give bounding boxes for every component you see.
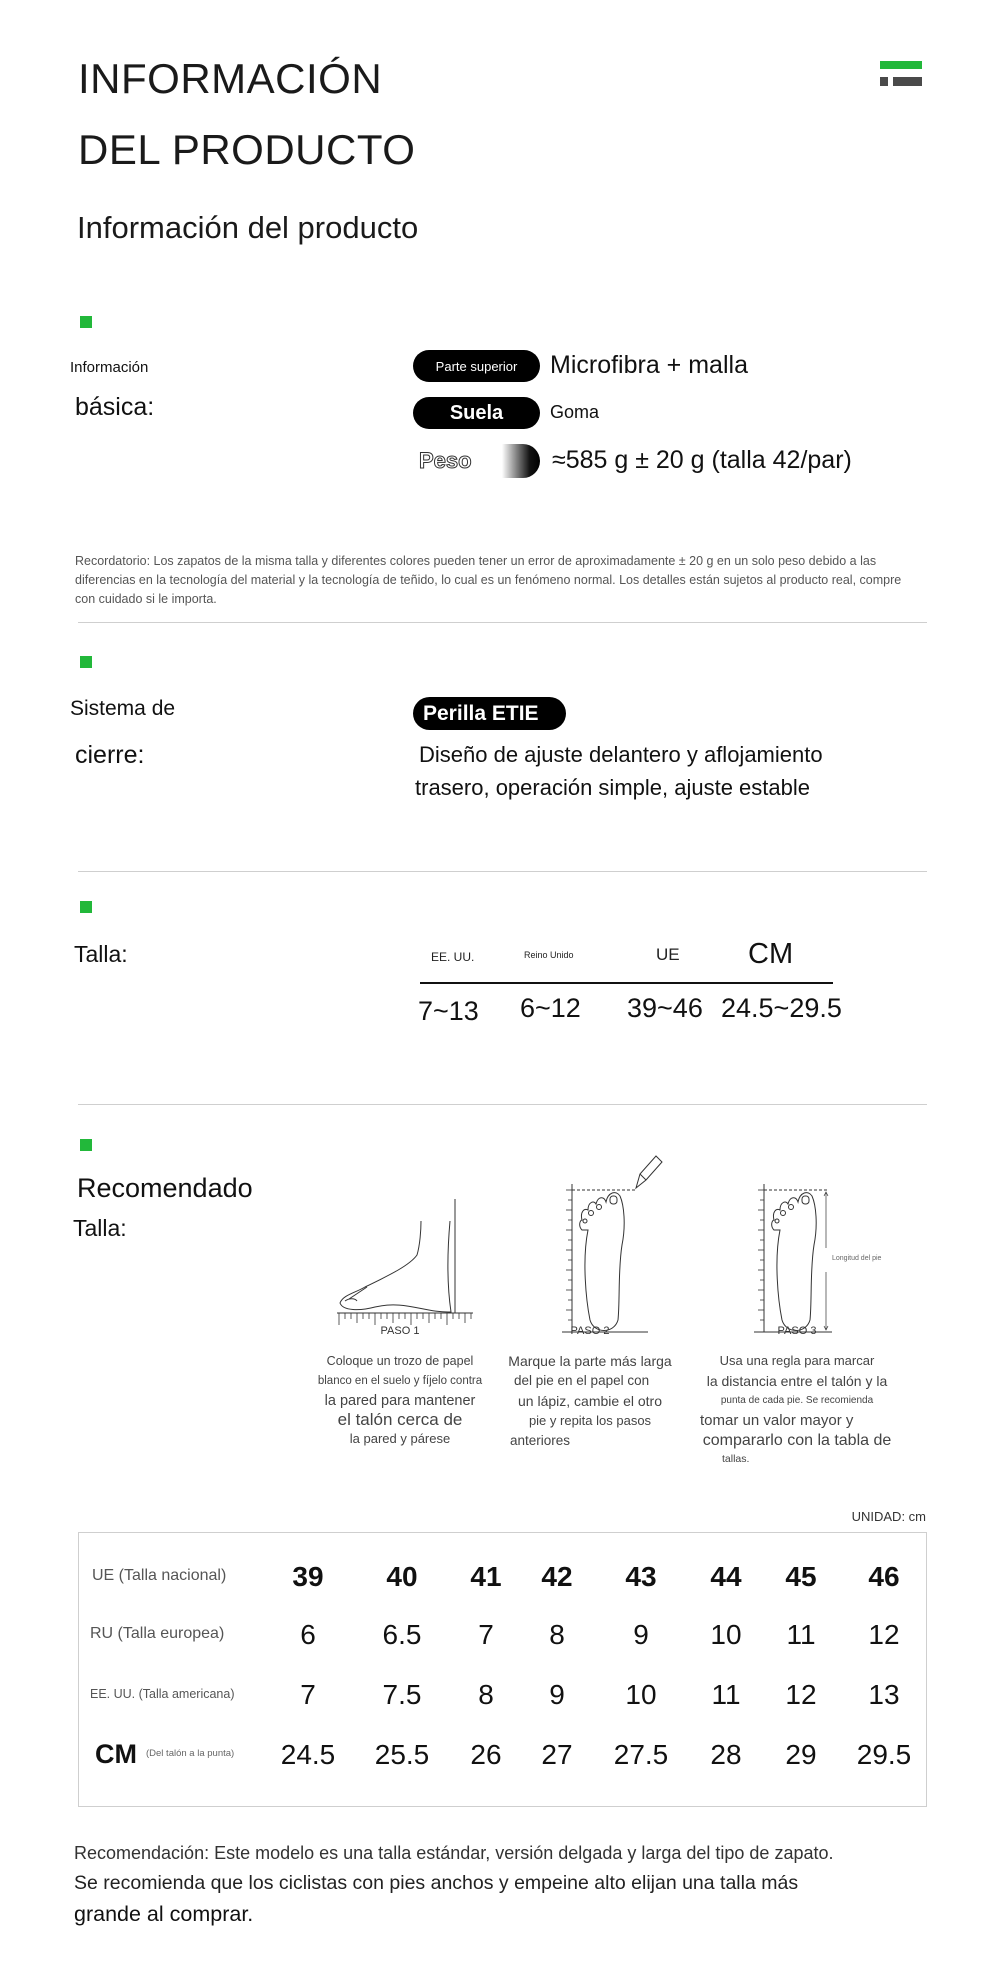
table-cell: 24.5 bbox=[280, 1739, 336, 1770]
closure-desc-line2: trasero, operación simple, ajuste estable bbox=[415, 775, 810, 800]
table-cell: 44 bbox=[710, 1561, 742, 1592]
section-divider bbox=[78, 1104, 927, 1105]
weight-reminder-note: Recordatorio: Los zapatos de la misma talla y diferentes colores pueden tener un error de aproximadamente ± 20 g en un solo peso debido a las diferencias en la tecnología del material y la tecnología de teñido, lo cual es un fenómeno normal. Los detalles están sujetos al producto real, compre con cuidado si le importa. bbox=[75, 554, 902, 606]
step-1-title: PASO 1 bbox=[380, 1325, 420, 1337]
step-3-title: PASO 3 bbox=[777, 1325, 817, 1337]
step-1-line: Coloque un trozo de papel bbox=[326, 1354, 474, 1368]
size-chart-table bbox=[78, 1532, 927, 1807]
foot-length-label: Longitud del pie bbox=[832, 1255, 882, 1262]
size-header-rule bbox=[420, 982, 833, 984]
step-1 bbox=[300, 1325, 500, 1449]
recommendation-line2: Se recomienda que los ciclistas con pies anchos y empeine alto elijan una talla más bbox=[74, 1872, 799, 1894]
foot-side-view-icon bbox=[335, 1195, 475, 1335]
step-1-line: la pared para mantener bbox=[324, 1393, 476, 1409]
table-cell: 10 bbox=[710, 1619, 742, 1650]
size-label: Talla: bbox=[74, 941, 128, 967]
table-cell: 28 bbox=[710, 1739, 742, 1770]
step-3-text bbox=[692, 1351, 902, 1467]
upper-material-value: Microfibra + malla bbox=[550, 351, 748, 379]
foot-top-view-pencil-icon bbox=[560, 1150, 670, 1340]
pill-sole-label: Suela bbox=[449, 401, 504, 424]
table-cell: 8 bbox=[478, 1679, 494, 1710]
pill-closure-label: Perilla ETIE bbox=[423, 701, 539, 725]
pill-upper-label: Parte superior bbox=[435, 358, 518, 374]
table-row bbox=[79, 1611, 926, 1657]
step-3-line: compararlo con la tabla de bbox=[702, 1432, 892, 1449]
step-1-text bbox=[300, 1351, 500, 1449]
section-marker-icon bbox=[80, 656, 92, 668]
table-cell: 7 bbox=[300, 1679, 316, 1710]
step-2-line: Marque la parte más larga bbox=[508, 1353, 672, 1369]
table-row bbox=[79, 1671, 926, 1717]
pill-weight bbox=[413, 444, 540, 478]
step-3-line: tomar un valor mayor y bbox=[700, 1412, 854, 1429]
row-label-us: EE. UU. (Talla americana) bbox=[90, 1687, 235, 1701]
step-2-line: anteriores bbox=[510, 1433, 571, 1448]
row-sublabel-cm: (Del talón a la punta) bbox=[146, 1748, 235, 1759]
recommended-label-line1: Recomendado bbox=[77, 1173, 253, 1203]
size-value-eu: 39~46 bbox=[627, 993, 703, 1023]
step-3-line: la distancia entre el talón y la bbox=[706, 1373, 888, 1389]
section-marker-icon bbox=[80, 316, 92, 328]
section-marker-icon bbox=[80, 1139, 92, 1151]
table-cell: 7.5 bbox=[382, 1679, 422, 1710]
size-header-uk: Reino Unido bbox=[524, 950, 574, 960]
pill-closure bbox=[413, 697, 566, 730]
page-subtitle: Información del producto bbox=[77, 210, 419, 245]
size-header-cm: CM bbox=[748, 938, 794, 970]
foot-length-measure-icon bbox=[752, 1150, 892, 1340]
table-cell: 27 bbox=[541, 1739, 573, 1770]
brand-stripes-icon bbox=[880, 60, 922, 88]
table-cell: 39 bbox=[292, 1561, 324, 1592]
table-cell: 29 bbox=[785, 1739, 817, 1770]
recommended-label-line2: Talla: bbox=[73, 1215, 127, 1241]
closure-label-line2: cierre: bbox=[75, 741, 145, 769]
table-cell: 43 bbox=[625, 1561, 657, 1592]
table-cell: 6.5 bbox=[382, 1619, 422, 1650]
step-2-text bbox=[500, 1351, 680, 1451]
step-2-line: pie y repita los pasos bbox=[528, 1413, 652, 1428]
table-cell: 45 bbox=[785, 1561, 817, 1592]
basic-info-label-line2: básica: bbox=[75, 393, 155, 421]
table-cell: 11 bbox=[711, 1679, 741, 1710]
table-cell: 12 bbox=[868, 1619, 900, 1650]
step-2 bbox=[500, 1325, 680, 1451]
sole-material-value: Goma bbox=[550, 402, 600, 422]
step-3 bbox=[692, 1325, 902, 1467]
pill-sole bbox=[413, 397, 540, 429]
basic-info-label-line1: Información bbox=[70, 359, 149, 376]
row-label-eu: UE (Talla nacional) bbox=[92, 1567, 227, 1584]
size-header-eu: UE bbox=[656, 945, 680, 964]
table-cell: 29.5 bbox=[856, 1739, 912, 1770]
table-cell: 26 bbox=[470, 1739, 502, 1770]
step-3-line: Usa una regla para marcar bbox=[719, 1353, 875, 1368]
row-label-cm: CM bbox=[95, 1739, 137, 1769]
size-value-us: 7~13 bbox=[418, 996, 479, 1026]
step-2-line: del pie en el papel con bbox=[514, 1373, 650, 1388]
table-cell: 8 bbox=[549, 1619, 565, 1650]
unit-label: UNIDAD: cm bbox=[851, 1509, 926, 1524]
closure-desc-line1: Diseño de ajuste delantero y aflojamiento bbox=[419, 742, 823, 767]
table-row bbox=[79, 1553, 926, 1599]
table-row bbox=[79, 1731, 926, 1777]
step-2-line: un lápiz, cambie el otro bbox=[518, 1393, 662, 1409]
weight-value: ≈585 g ± 20 g (talla 42/par) bbox=[552, 446, 852, 474]
pill-upper bbox=[413, 350, 540, 382]
section-divider bbox=[78, 871, 927, 872]
section-marker-icon bbox=[80, 901, 92, 913]
step-3-line: tallas. bbox=[722, 1453, 750, 1465]
size-value-uk: 6~12 bbox=[520, 993, 581, 1023]
step-3-line: punta de cada pie. Se recomienda bbox=[720, 1395, 874, 1406]
page-title-line2: DEL PRODUCTO bbox=[78, 126, 416, 173]
recommendation-line3: grande al comprar. bbox=[74, 1902, 254, 1926]
table-cell: 7 bbox=[478, 1619, 494, 1650]
table-cell: 9 bbox=[549, 1679, 565, 1710]
table-cell: 42 bbox=[541, 1561, 573, 1592]
table-cell: 41 bbox=[470, 1561, 502, 1592]
step-1-line: la pared y párese bbox=[349, 1431, 451, 1446]
size-header-us: EE. UU. bbox=[431, 950, 475, 964]
section-divider bbox=[78, 622, 927, 623]
table-cell: 25.5 bbox=[374, 1739, 430, 1770]
table-cell: 46 bbox=[868, 1561, 900, 1592]
step-1-line: el talón cerca de bbox=[337, 1410, 463, 1429]
page-title-line1: INFORMACIÓN bbox=[78, 55, 383, 102]
recommendation-line1: Recomendación: Este modelo es una talla estándar, versión delgada y larga del tipo de zapato. bbox=[74, 1843, 834, 1863]
step-2-title: PASO 2 bbox=[570, 1325, 610, 1337]
table-cell: 10 bbox=[625, 1679, 657, 1710]
pill-weight-label: Peso bbox=[419, 448, 472, 473]
table-cell: 9 bbox=[633, 1619, 649, 1650]
table-cell: 40 bbox=[386, 1561, 418, 1592]
table-cell: 11 bbox=[786, 1619, 816, 1650]
step-1-line: blanco en el suelo y fíjelo contra bbox=[317, 1375, 483, 1387]
table-cell: 27.5 bbox=[613, 1739, 669, 1770]
table-cell: 13 bbox=[868, 1679, 900, 1710]
row-label-uk: RU (Talla europea) bbox=[90, 1625, 225, 1642]
size-value-cm: 24.5~29.5 bbox=[721, 993, 842, 1023]
closure-label-line1: Sistema de bbox=[70, 697, 176, 720]
table-cell: 6 bbox=[300, 1619, 316, 1650]
table-cell: 12 bbox=[785, 1679, 817, 1710]
